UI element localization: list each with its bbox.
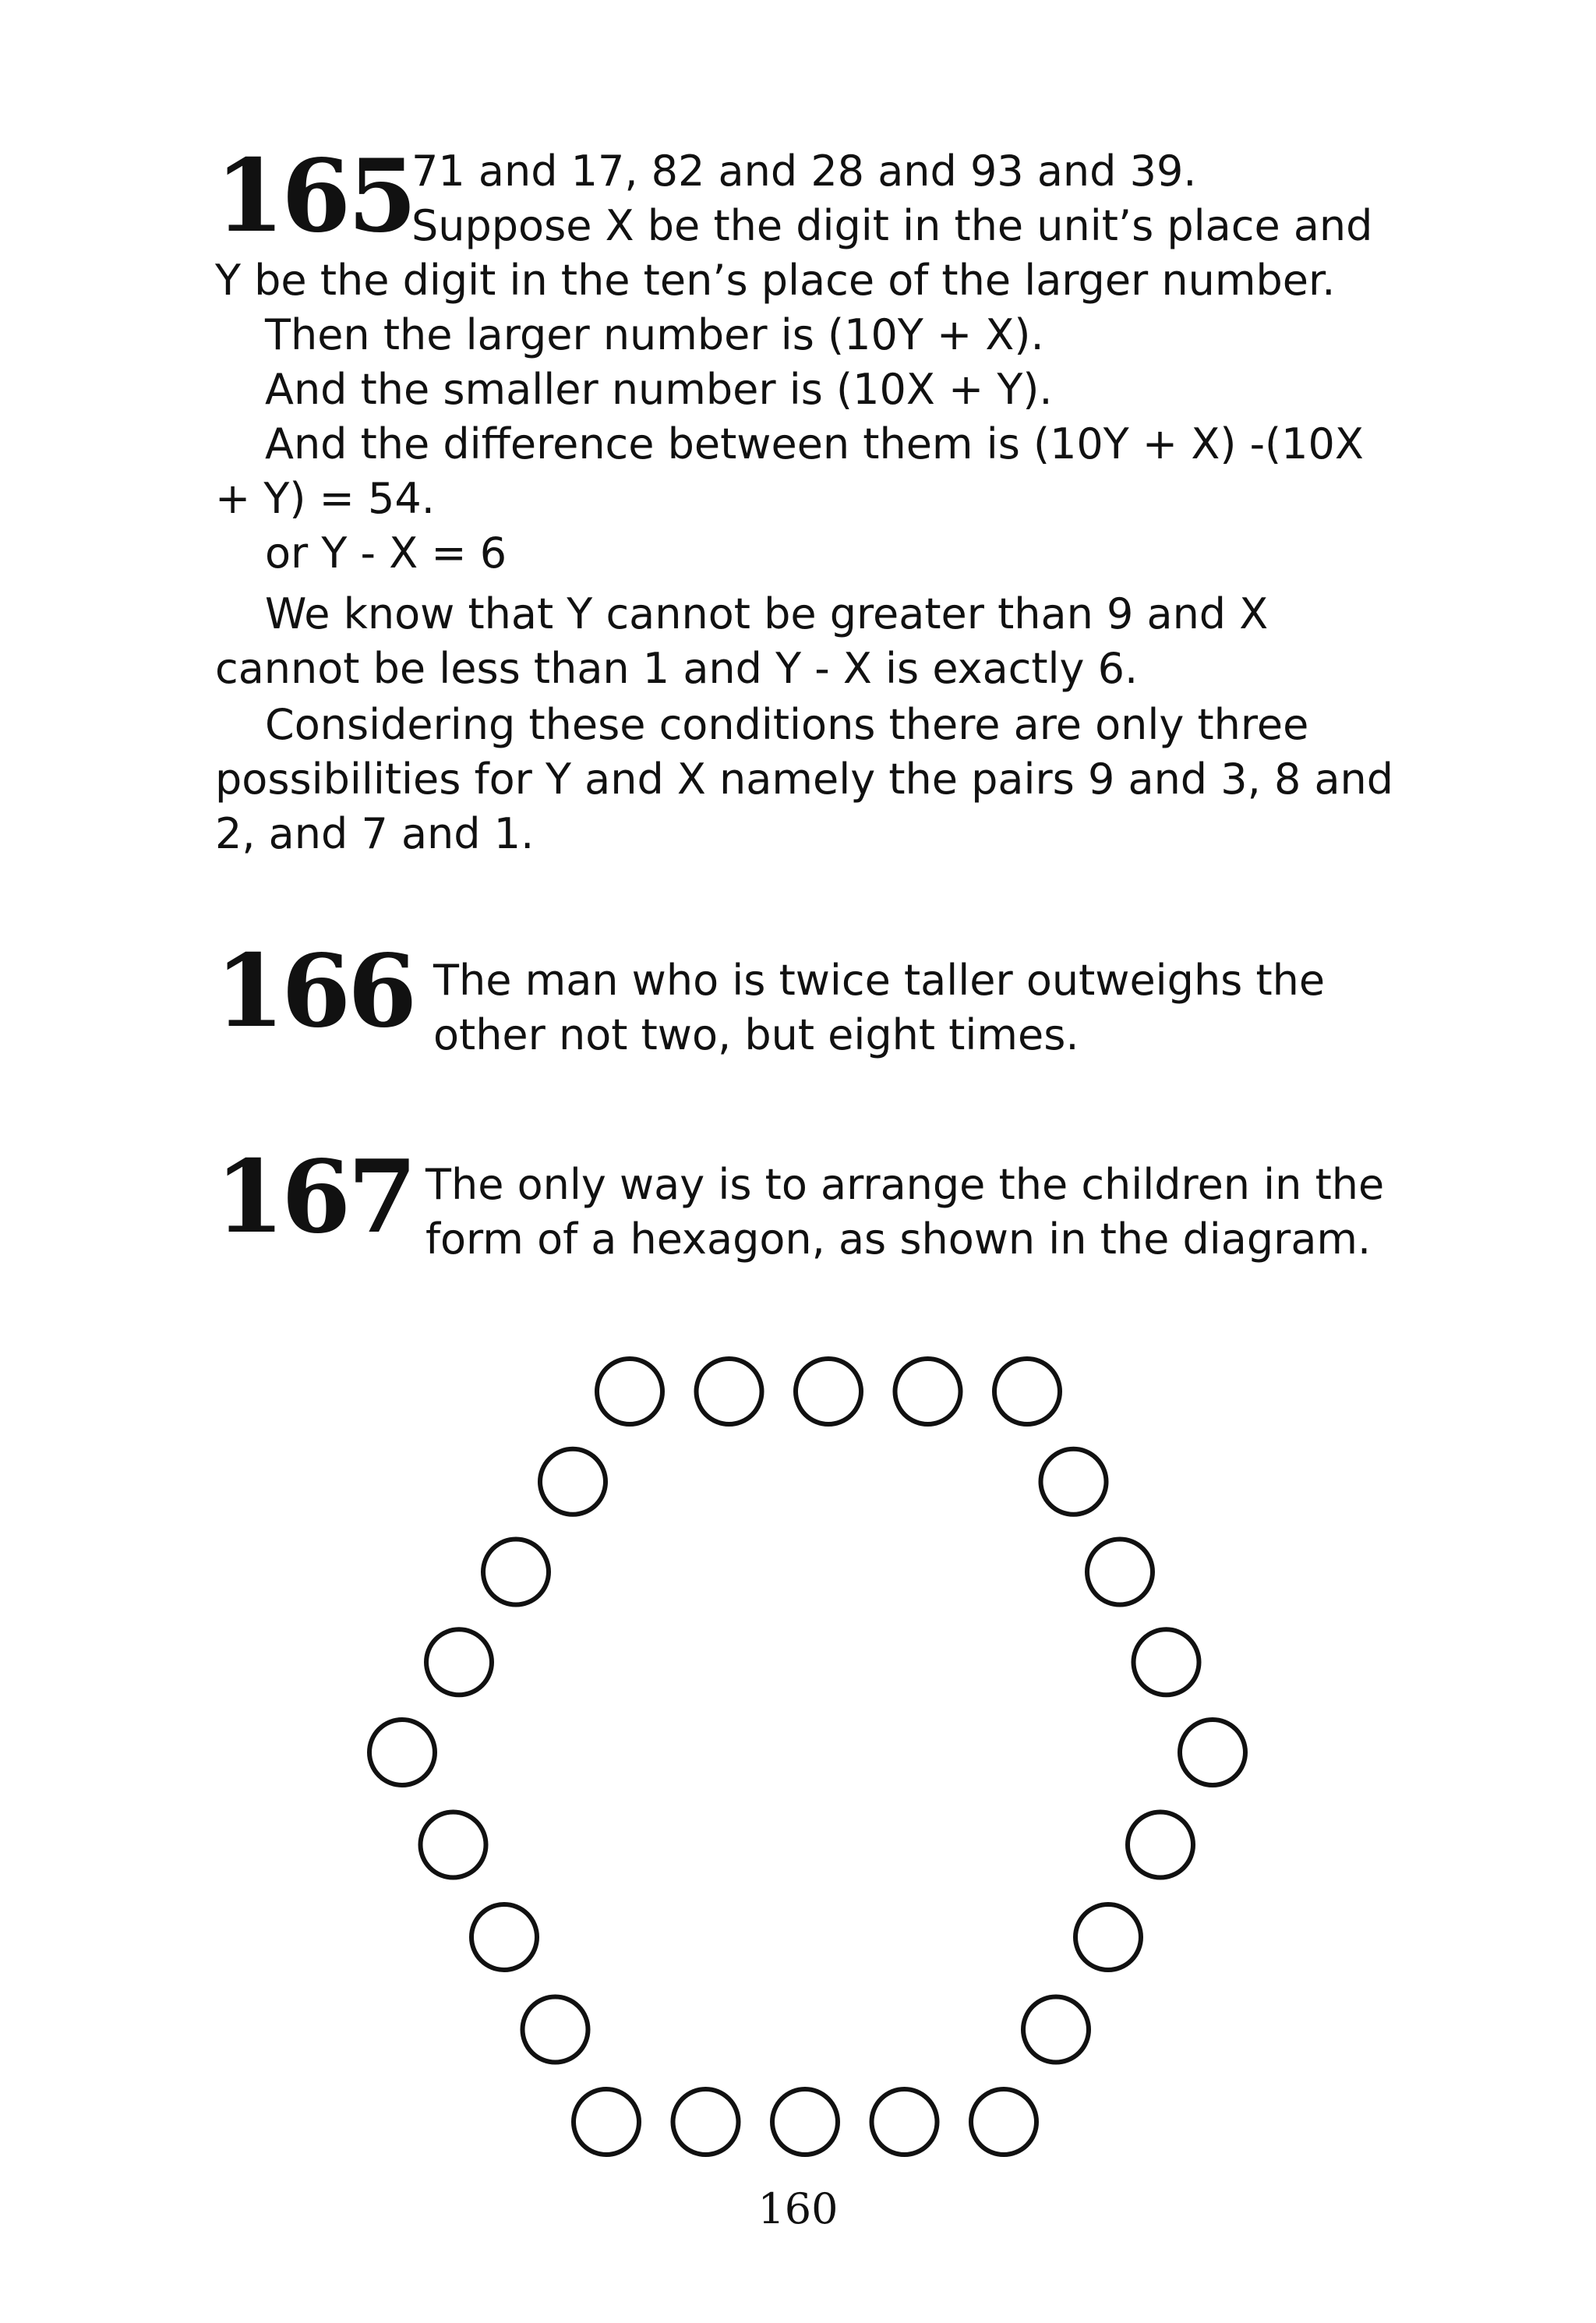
answer-text-line: or Y - X = 6 xyxy=(265,529,507,578)
child-circle xyxy=(574,2089,639,2155)
answer-text-line: We know that Y cannot be greater than 9 and X xyxy=(265,589,1269,638)
answer-number: 167 xyxy=(215,1139,415,1256)
child-circle xyxy=(1075,1904,1141,1970)
child-circle xyxy=(872,2089,937,2155)
child-circle xyxy=(1041,1449,1107,1515)
child-circle xyxy=(895,1359,961,1424)
answer-text-line: + Y) = 54. xyxy=(215,474,435,523)
answer-text-line: 2, and 7 and 1. xyxy=(215,809,535,858)
answer-number: 165 xyxy=(215,138,415,255)
answer-number: 166 xyxy=(215,933,415,1050)
answer-text-line: Suppose X be the digit in the unit’s place and xyxy=(411,201,1373,250)
child-circle xyxy=(697,1359,762,1424)
child-circle xyxy=(523,1997,588,2063)
answer-text-line: possibilities for Y and X namely the pairs 9 and 3, 8 and xyxy=(215,755,1394,804)
answer-text-line: cannot be less than 1 and Y - X is exactly 6. xyxy=(215,644,1139,693)
answer-text-line: And the difference between them is (10Y + X) -(10X xyxy=(265,419,1364,468)
child-circle xyxy=(1087,1540,1153,1605)
child-circle xyxy=(471,1904,537,1970)
answer-text-line: And the smaller number is (10X + Y). xyxy=(265,365,1053,414)
answer-text-line: other not two, but eight times. xyxy=(433,1010,1079,1059)
child-circle xyxy=(1134,1629,1199,1695)
child-circle xyxy=(426,1629,492,1695)
child-circle xyxy=(772,2089,838,2155)
child-circle xyxy=(421,1812,486,1878)
child-circle xyxy=(994,1359,1060,1424)
child-circle xyxy=(540,1449,606,1515)
child-circle xyxy=(796,1359,861,1424)
answer-text-line: form of a hexagon, as shown in the diagram. xyxy=(425,1215,1372,1264)
answer-text-line: Considering these conditions there are only three xyxy=(265,700,1309,749)
page-number: 160 xyxy=(757,2184,839,2233)
child-circle xyxy=(597,1359,662,1424)
answer-text-line: 71 and 17, 82 and 28 and 93 and 39. xyxy=(411,147,1197,196)
child-circle xyxy=(369,1720,435,1785)
child-circle xyxy=(1023,1997,1089,2063)
answer-text-line: Y be the digit in the ten’s place of the larger number. xyxy=(215,256,1336,305)
child-circle xyxy=(1180,1720,1245,1785)
child-circle xyxy=(971,2089,1036,2155)
answer-text-line: The only way is to arrange the children in the xyxy=(425,1160,1385,1209)
child-circle xyxy=(483,1540,549,1605)
child-circle xyxy=(673,2089,739,2155)
child-circle xyxy=(1128,1812,1193,1878)
answer-text-line: The man who is twice taller outweighs the xyxy=(433,956,1326,1005)
answer-text-line: Then the larger number is (10Y + X). xyxy=(265,310,1044,359)
